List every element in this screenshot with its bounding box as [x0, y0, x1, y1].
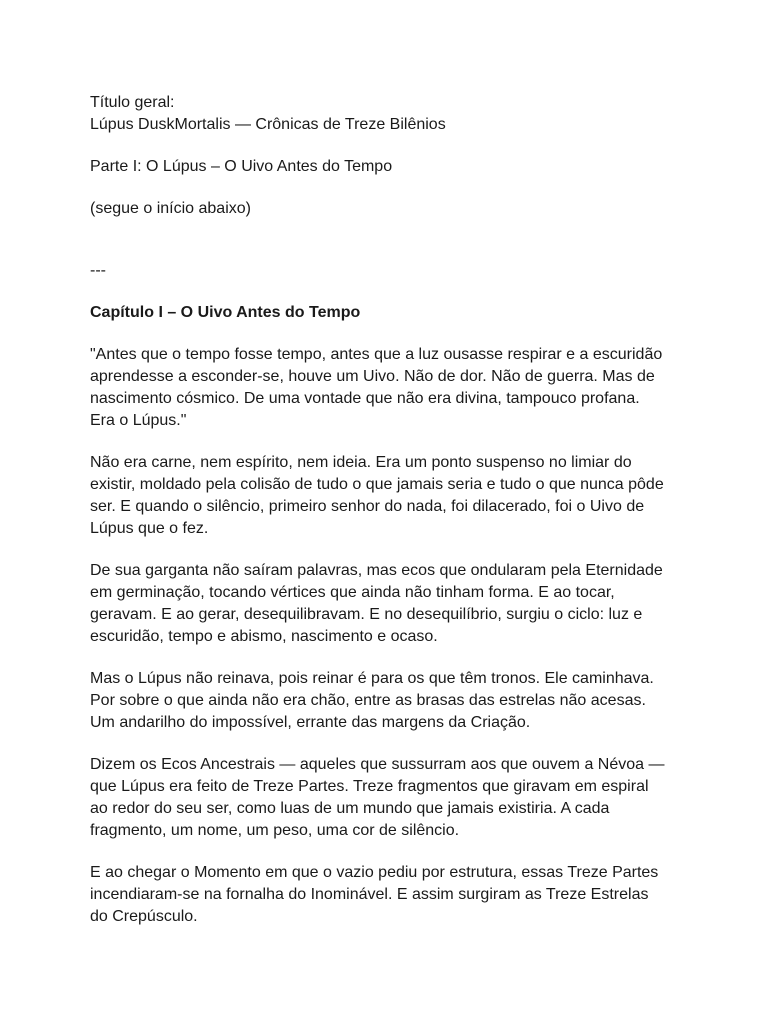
title-label: Título geral: — [90, 94, 175, 111]
paragraph-line: Não era carne, nem espírito, nem ideia. Era um ponto suspenso no limiar do — [90, 454, 632, 471]
chapter-heading: Capítulo I – O Uivo Antes do Tempo — [90, 304, 361, 321]
paragraph-line: Lúpus que o fez. — [90, 520, 209, 537]
paragraph-line: nascimento cósmico. De uma vontade que não era divina, tampouco profana. — [90, 390, 640, 407]
paragraph — [90, 668, 690, 734]
part-heading: Parte I: O Lúpus – O Uivo Antes do Tempo — [90, 158, 393, 175]
paragraph-line: aprendesse a esconder-se, houve um Uivo. Não de dor. Não de guerra. Mas de — [90, 368, 655, 385]
paragraph-line: escuridão, tempo e abismo, nascimento e ocaso. — [90, 628, 438, 645]
document-page — [90, 92, 690, 928]
paragraph-line: ser. E quando o silêncio, primeiro senhor do nada, foi dilacerado, foi o Uivo de — [90, 498, 645, 515]
paragraph-line: que Lúpus era feito de Treze Partes. Treze fragmentos que giravam em espiral — [90, 778, 649, 795]
document-title: Lúpus DuskMortalis — Crônicas de Treze Bilênios — [90, 116, 446, 133]
paragraph-line: Era o Lúpus." — [90, 412, 187, 429]
separator: --- — [90, 262, 106, 279]
paragraph-line: De sua garganta não saíram palavras, mas ecos que ondularam pela Eternidade — [90, 562, 663, 579]
paragraph-line: ao redor do seu ser, como luas de um mundo que jamais existiria. A cada — [90, 800, 610, 817]
paragraph-line: incendiaram-se na fornalha do Inominável. E assim surgiram as Treze Estrelas — [90, 886, 649, 903]
paragraph-line: existir, moldado pela colisão de tudo o que jamais seria e tudo o que nunca pôde — [90, 476, 664, 493]
paragraph-line: Por sobre o que ainda não era chão, entre as brasas das estrelas não acesas. — [90, 692, 646, 709]
paragraph-line: Dizem os Ecos Ancestrais — aqueles que sussurram aos que ouvem a Névoa — — [90, 756, 665, 773]
note-text: (segue o início abaixo) — [90, 200, 251, 217]
chapter-body — [90, 344, 690, 928]
paragraph — [90, 452, 690, 540]
paragraph-line: Um andarilho do impossível, errante das margens da Criação. — [90, 714, 531, 731]
paragraph — [90, 862, 690, 928]
paragraph-line: fragmento, um nome, um peso, uma cor de silêncio. — [90, 822, 460, 839]
paragraph — [90, 754, 690, 842]
paragraph-line: E ao chegar o Momento em que o vazio pediu por estrutura, essas Treze Partes — [90, 864, 659, 881]
paragraph — [90, 560, 690, 648]
paragraph-line: em germinação, tocando vértices que ainda não tinham forma. E ao tocar, — [90, 584, 615, 601]
paragraph-line: do Crepúsculo. — [90, 908, 198, 925]
paragraph-line: "Antes que o tempo fosse tempo, antes que a luz ousasse respirar e a escuridão — [90, 346, 663, 363]
paragraph — [90, 344, 690, 432]
paragraph-line: Mas o Lúpus não reinava, pois reinar é para os que têm tronos. Ele caminhava. — [90, 670, 654, 687]
paragraph-line: geravam. E ao gerar, desequilibravam. E no desequilíbrio, surgiu o ciclo: luz e — [90, 606, 643, 623]
